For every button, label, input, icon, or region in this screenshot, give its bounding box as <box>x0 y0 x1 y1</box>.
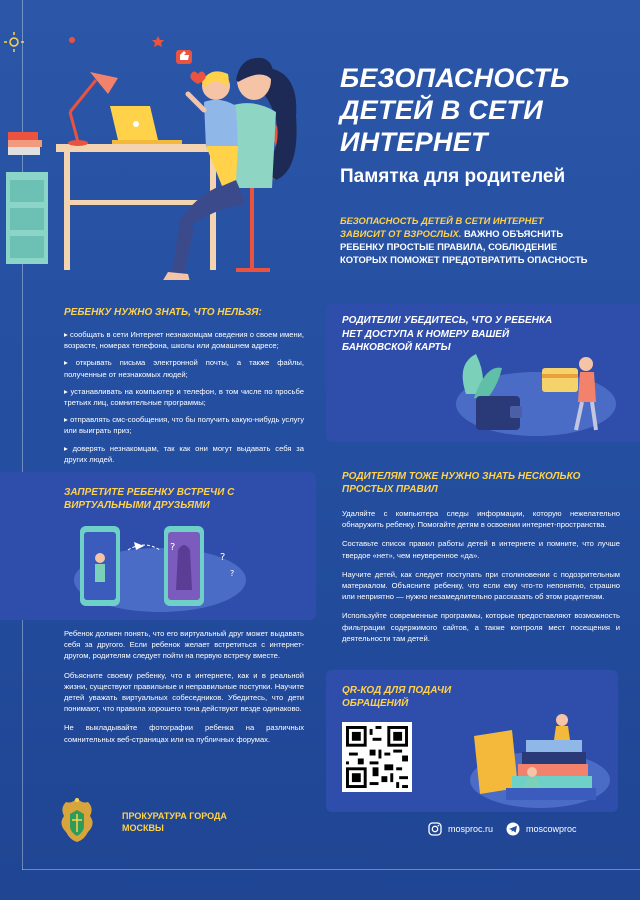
star-icon <box>152 36 164 47</box>
frame-line <box>22 869 640 870</box>
org-name: ПРОКУРАТУРА ГОРОДА МОСКВЫ <box>122 811 227 833</box>
wallet-card-illustration <box>446 334 626 438</box>
bank-card-heading: РОДИТЕЛИ! УБЕДИТЕСЬ, ЧТО У РЕБЕНКА НЕТ ДОСТУПА К НОМЕРУ ВАШЕЙ БАНКОВСКОЙ КАРТЫ <box>342 315 553 353</box>
instagram-handle: mosproc.ru <box>448 824 494 834</box>
virtual-friends-heading: ЗАПРЕТИТЕ РЕБЕНКУ ВСТРЕЧИ С ВИРТУАЛЬНЫМИ ДРУЗЬЯМИ <box>64 487 235 511</box>
telegram-link[interactable] <box>506 822 577 836</box>
list-item: ▸ сообщать в сети Интернет незнакомцам сведения о своем имени, возрасте, номерах телефона, школы или домашнем адресе; <box>64 330 304 351</box>
bank-card-panel <box>326 304 640 442</box>
like-icon <box>176 50 192 64</box>
desk-lamp <box>68 72 118 146</box>
paragraph: Используйте современные программы, которые предоставляют возможность фильтрации содержимого сайтов, а также контроля мест посещения и деятельности там детей. <box>342 611 620 643</box>
list-item: ▸ доверять незнакомцам, так как они могут выдавать себя за других людей. <box>64 443 304 464</box>
must-not-list <box>64 329 304 465</box>
books-illustration <box>466 706 614 810</box>
lead-accent: БЕЗОПАСНОСТЬ ДЕТЕЙ В СЕТИ ИНТЕРНЕТ ЗАВИСИТ ОТ ВЗРОСЛЫХ. <box>340 215 544 239</box>
virtual-friends-text <box>64 628 304 753</box>
instagram-link[interactable] <box>428 822 493 836</box>
qr-panel <box>326 670 618 812</box>
lead-rest: ВАЖНО ОБЪЯСНИТЬ РЕБЕНКУ ПРОСТЫЕ ПРАВИЛА, СОБЛЮДЕНИЕ КОТОРЫХ ПОМОЖЕТ ПРЕДОТВРАТИТЬ ОПАСНОСТЬ <box>340 228 588 265</box>
paragraph: Ребенок должен понять, что его виртуальный друг может выдавать себя за другого. Если ребенок желает встретиться с интернет-другом, родителям следует пойти на первую встречу вместе. <box>64 629 304 661</box>
paragraph: Составьте список правил работы детей в интернете и помните, что лучше твердое «нет», чем неуверенное «да». <box>342 539 620 560</box>
heart-icon <box>69 37 75 43</box>
svg-text:?: ? <box>170 542 176 553</box>
prosecutor-logo <box>54 794 254 844</box>
instagram-icon <box>428 822 442 836</box>
qr-code-icon <box>346 726 408 788</box>
mother-child-laptop-illustration <box>0 20 330 280</box>
paragraph: Удаляйте с компьютера следы информации, которую нежелательно обнаружить ребенку. Помогайте детям в освоении интернет-пространства. <box>342 509 620 530</box>
svg-text:?: ? <box>230 569 235 578</box>
svg-text:?: ? <box>220 552 226 563</box>
book <box>8 147 40 155</box>
book <box>8 132 38 140</box>
list-item: ▸ устанавливать на компьютер и телефон, в том числе по просьбе третьих лиц, сомнительные программы; <box>64 386 304 408</box>
list-item: ▸ открывать письма электронной почты, а также файлы, полученные от незнакомых людей; <box>64 358 304 379</box>
list-item: ▸ отправлять смс-сообщения, что бы получить какую-нибудь услугу или выиграть приз; <box>64 415 304 436</box>
must-not-heading: РЕБЕНКУ НУЖНО ЗНАТЬ, ЧТО НЕЛЬЗЯ: <box>64 307 262 318</box>
page-subtitle: Памятка для родителей <box>340 166 566 187</box>
page-title: БЕЗОПАСНОСТЬ ДЕТЕЙ В СЕТИ ИНТЕРНЕТ <box>340 63 570 157</box>
virtual-friends-panel <box>0 472 316 620</box>
qr-code[interactable] <box>342 722 412 792</box>
qr-heading: QR-КОД ДЛЯ ПОДАЧИ ОБРАЩЕНИЙ <box>342 685 452 709</box>
paragraph: Научите детей, как следует поступать при столкновении с подозрительным материалом. Объясните ребенку, что если ему что-то непонятно, страшно или неприятно — нужно незамедлительно рассказать об этом родителям. <box>342 569 620 602</box>
paragraph: Объясните своему ребенку, что в интернете, как и в реальной жизни, существуют правильные и неправильные поступки. Научите детей уважать виртуальных собеседников. Убедитесь, что дети понимают, что правила хорошего тона действуют везде одинаково. <box>64 670 304 714</box>
lead-text <box>340 214 590 266</box>
book <box>8 140 42 147</box>
must-not-section <box>64 306 304 471</box>
laptop <box>110 106 182 144</box>
sun-icon <box>4 32 24 52</box>
telegram-handle: moscowproc <box>526 824 577 834</box>
paragraph: Не выкладывайте фотографии ребенка на различных сомнительных веб-страницах или на публичных форумах. <box>64 723 304 744</box>
telegram-icon <box>506 822 520 836</box>
emblem-icon <box>54 794 100 846</box>
parents-rules-section <box>342 470 620 652</box>
bank-card-icon <box>542 368 578 392</box>
phones-illustration <box>70 520 250 616</box>
parents-rules-heading: РОДИТЕЛЯМ ТОЖЕ НУЖНО ЗНАТЬ НЕСКОЛЬКО ПРОСТЫХ ПРАВИЛ <box>342 471 581 495</box>
